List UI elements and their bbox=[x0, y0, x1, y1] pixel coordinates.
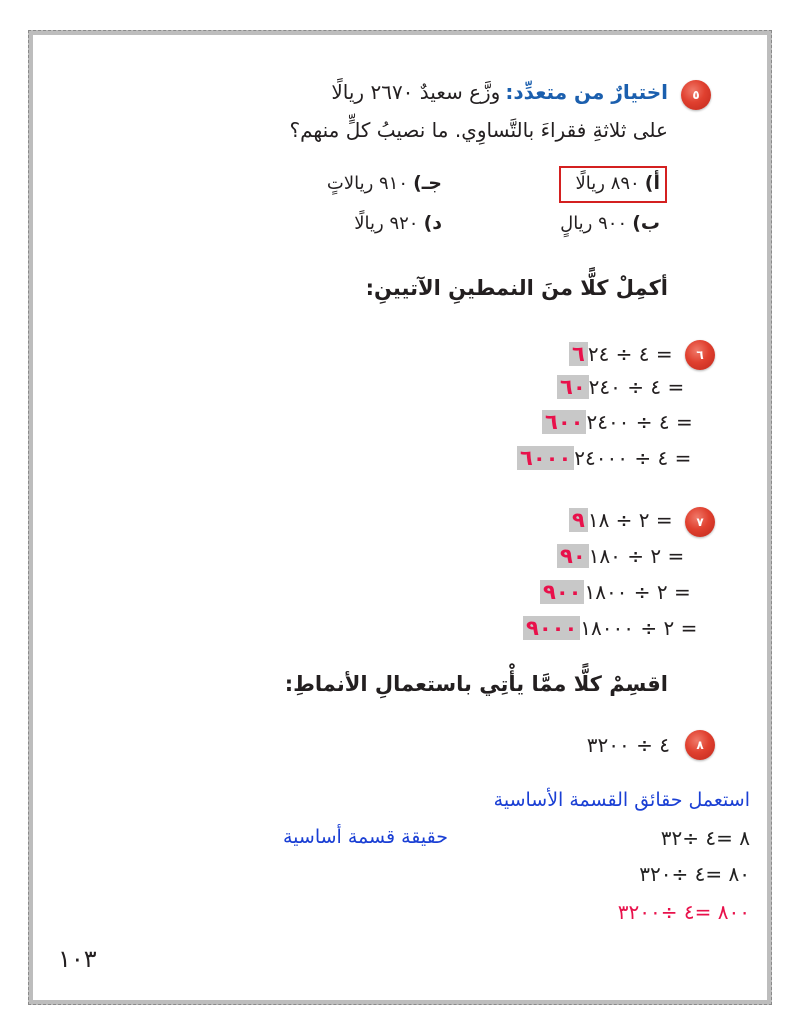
problem-7-eq-1: = ٢ ÷ ١٨ bbox=[587, 508, 673, 532]
problem-6-eq-4: = ٤ ÷ ٢٤٠٠٠ bbox=[574, 446, 692, 470]
problem-7-answer-1[interactable]: ٩ bbox=[569, 508, 588, 532]
problem-7-answer-3[interactable]: ٩٠٠ bbox=[540, 580, 584, 604]
solution-line-1: ٨ =٤ ÷٣٢ bbox=[660, 826, 750, 850]
patterns-heading: أكمِلْ كلًّا منَ النمطينِ الآتيينِ: bbox=[365, 276, 668, 300]
problem-6-row-1 bbox=[565, 342, 673, 366]
problem-7-answer-4[interactable]: ٩٠٠٠ bbox=[523, 616, 580, 640]
problem-6-answer-3[interactable]: ٦٠٠ bbox=[542, 410, 586, 434]
divide-heading: اقسِمْ كلًّا ممَّا يأْتِي باستعمالِ الأنماطِ: bbox=[284, 672, 668, 696]
option-c[interactable] bbox=[327, 172, 442, 194]
problem-7-answer-2[interactable]: ٩٠ bbox=[557, 544, 589, 568]
option-b-letter: ب) bbox=[632, 212, 660, 234]
problem-6-eq-3: = ٤ ÷ ٢٤٠٠ bbox=[586, 410, 693, 434]
problem-7-row-1 bbox=[565, 508, 673, 532]
option-a[interactable] bbox=[576, 172, 661, 194]
solution-line-3: ٨٠٠ =٤ ÷٣٢٠٠ bbox=[617, 900, 750, 924]
problem-7-eq-4: = ٢ ÷ ١٨٠٠٠ bbox=[580, 616, 698, 640]
solution-intro: استعمل حقائق القسمة الأساسية bbox=[493, 789, 750, 811]
problem-7-row-2 bbox=[553, 544, 684, 568]
problem-6-row-3 bbox=[538, 410, 693, 434]
question-5-text bbox=[331, 80, 668, 104]
problem-7-eq-2: = ٢ ÷ ١٨٠ bbox=[588, 544, 685, 568]
problem-7-badge: ٧ bbox=[685, 507, 715, 537]
problem-6-row-2 bbox=[553, 375, 684, 399]
problem-8-eq: ٤ ÷ ٣٢٠٠ bbox=[586, 733, 670, 757]
problem-7-row-3 bbox=[536, 580, 691, 604]
option-a-value: ٨٩٠ ريالًا bbox=[575, 173, 640, 194]
solution-note: حقيقة قسمة أساسية bbox=[283, 826, 448, 848]
question-5-badge: ٥ bbox=[681, 80, 711, 110]
option-d-value: ٩٢٠ ريالًا bbox=[354, 213, 419, 234]
question-5-line2: على ثلاثةِ فقراءَ بالتَّساوِي. ما نصيبُ كلٍّ منهم؟ bbox=[289, 118, 668, 142]
question-5-line1: وزَّع سعيدٌ ٢٦٧٠ ريالًا bbox=[331, 80, 501, 104]
option-c-value: ٩١٠ ريالاتٍ bbox=[326, 173, 409, 194]
problem-6-eq-2: = ٤ ÷ ٢٤٠ bbox=[588, 375, 685, 399]
option-c-letter: جـ) bbox=[413, 172, 442, 194]
problem-7-row-4 bbox=[519, 616, 697, 640]
problem-7-eq-3: = ٢ ÷ ١٨٠٠ bbox=[584, 580, 691, 604]
option-d-letter: د) bbox=[423, 212, 442, 234]
problem-6-eq-1: = ٤ ÷ ٢٤ bbox=[587, 342, 673, 366]
question-5-title: اختيارٌ من متعدِّد: bbox=[505, 80, 668, 104]
option-b-value: ٩٠٠ ريالٍ bbox=[560, 213, 628, 234]
problem-6-answer-2[interactable]: ٦٠ bbox=[557, 375, 589, 399]
option-d[interactable] bbox=[354, 212, 442, 234]
solution-line-2: ٨٠ =٤ ÷٣٢٠ bbox=[639, 862, 750, 886]
problem-6-row-4 bbox=[513, 446, 691, 470]
option-a-letter: أ) bbox=[644, 172, 660, 194]
problem-6-answer-4[interactable]: ٦٠٠٠ bbox=[517, 446, 574, 470]
problem-8-badge: ٨ bbox=[685, 730, 715, 760]
problem-6-answer-1[interactable]: ٦ bbox=[569, 342, 588, 366]
problem-6-badge: ٦ bbox=[685, 340, 715, 370]
page-number: ١٠٣ bbox=[58, 945, 97, 973]
option-b[interactable] bbox=[560, 212, 660, 234]
